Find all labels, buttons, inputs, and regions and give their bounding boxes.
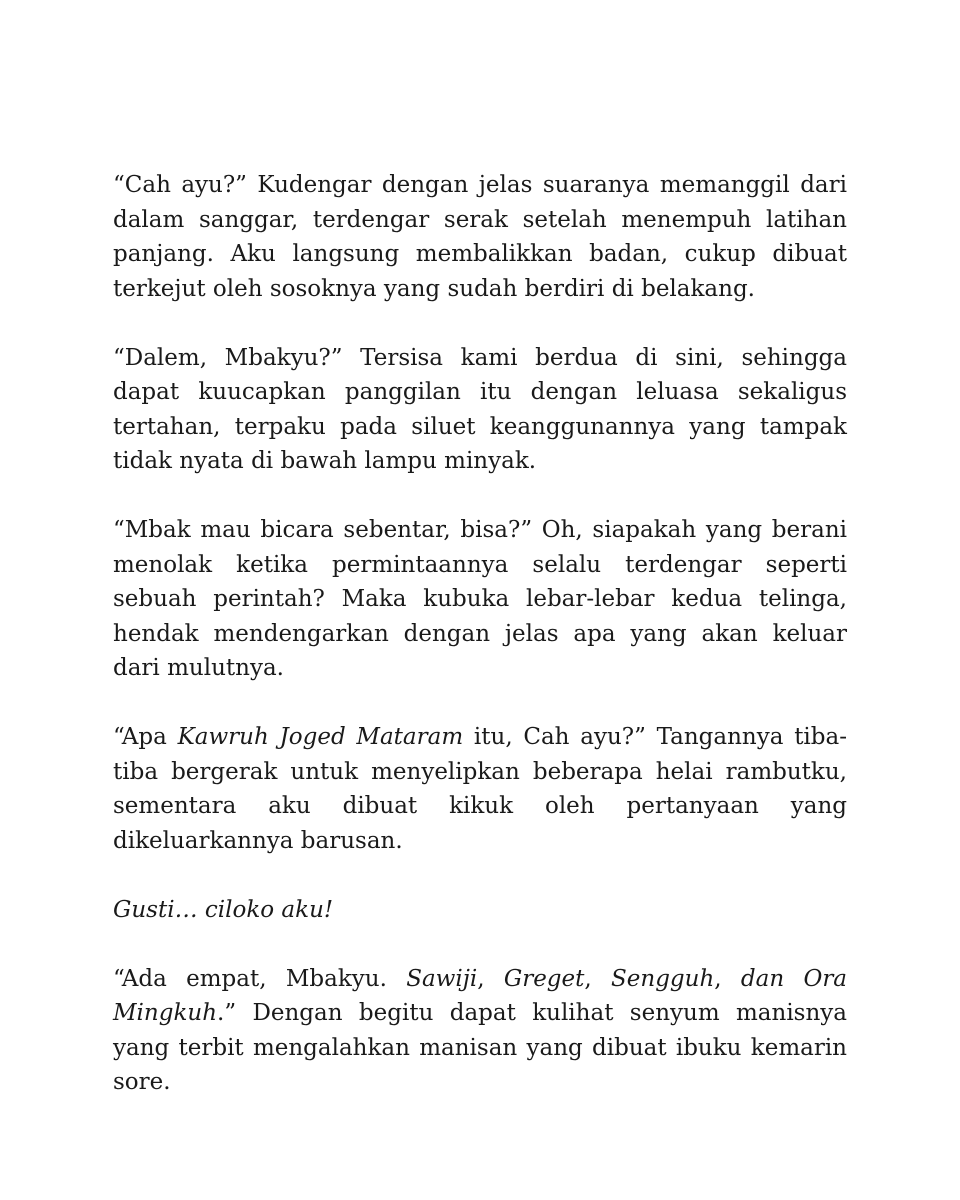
text-segment: “Cah ayu?” Kudengar dengan jelas suaranya memanggil dari dalam sanggar, terdengar serak setelah menempuh latihan panjang. Aku langsung membalikkan badan, cukup dibuat terkejut oleh sosoknya yang sudah berdiri di belakang.: [113, 172, 847, 302]
text-segment: itu, Cah ayu?” Tangannya tiba-tiba bergerak untuk menyelipkan beberapa helai rambutku, sementara aku dibuat kikuk oleh pertanyaan yang dikeluarkannya barusan.: [113, 724, 847, 854]
italic-exclamation: Gusti… ciloko aku!: [113, 896, 334, 923]
paragraph-2: [113, 341, 847, 479]
italic-term: Greget: [503, 965, 585, 992]
text-segment: “Dalem, Mbakyu?” Tersisa kami berdua di sini, sehingga dapat kuucapkan panggilan itu dengan leluasa sekaligus tertahan, terpaku pada siluet keanggunannya yang tampak tidak nyata di bawah lampu minyak.: [113, 344, 847, 474]
text-segment: ,: [714, 965, 741, 992]
paragraph-3: [113, 513, 847, 686]
text-segment: ,: [477, 965, 504, 992]
italic-term: Sawiji: [406, 965, 478, 992]
text-segment: “Apa: [113, 724, 178, 750]
text-segment: ,: [584, 965, 612, 992]
italic-term: Sengguh: [611, 965, 715, 992]
paragraph-4: [113, 720, 847, 858]
paragraph-1: [113, 168, 847, 306]
text-segment: “Ada empat, Mbakyu.: [113, 965, 407, 992]
italic-term: dan Ora Mingkuh: [113, 965, 848, 1026]
italic-term: Kawruh Joged Mataram: [177, 724, 464, 750]
text-segment: “Mbak mau bicara sebentar, bisa?” Oh, siapakah yang berani menolak ketika permintaannya selalu terdengar seperti sebuah perintah? Maka kubuka lebar-lebar kedua telinga, hendak mendengarkan dengan jelas apa yang akan keluar dari mulutnya.: [113, 517, 847, 681]
paragraph-6: [113, 962, 847, 1100]
book-page-body: [113, 168, 847, 1100]
text-segment: .” Dengan begitu dapat kulihat senyum manisnya yang terbit mengalahkan manisan yang dibuat ibuku kemarin sore.: [113, 1000, 847, 1095]
paragraph-5: [113, 893, 847, 928]
